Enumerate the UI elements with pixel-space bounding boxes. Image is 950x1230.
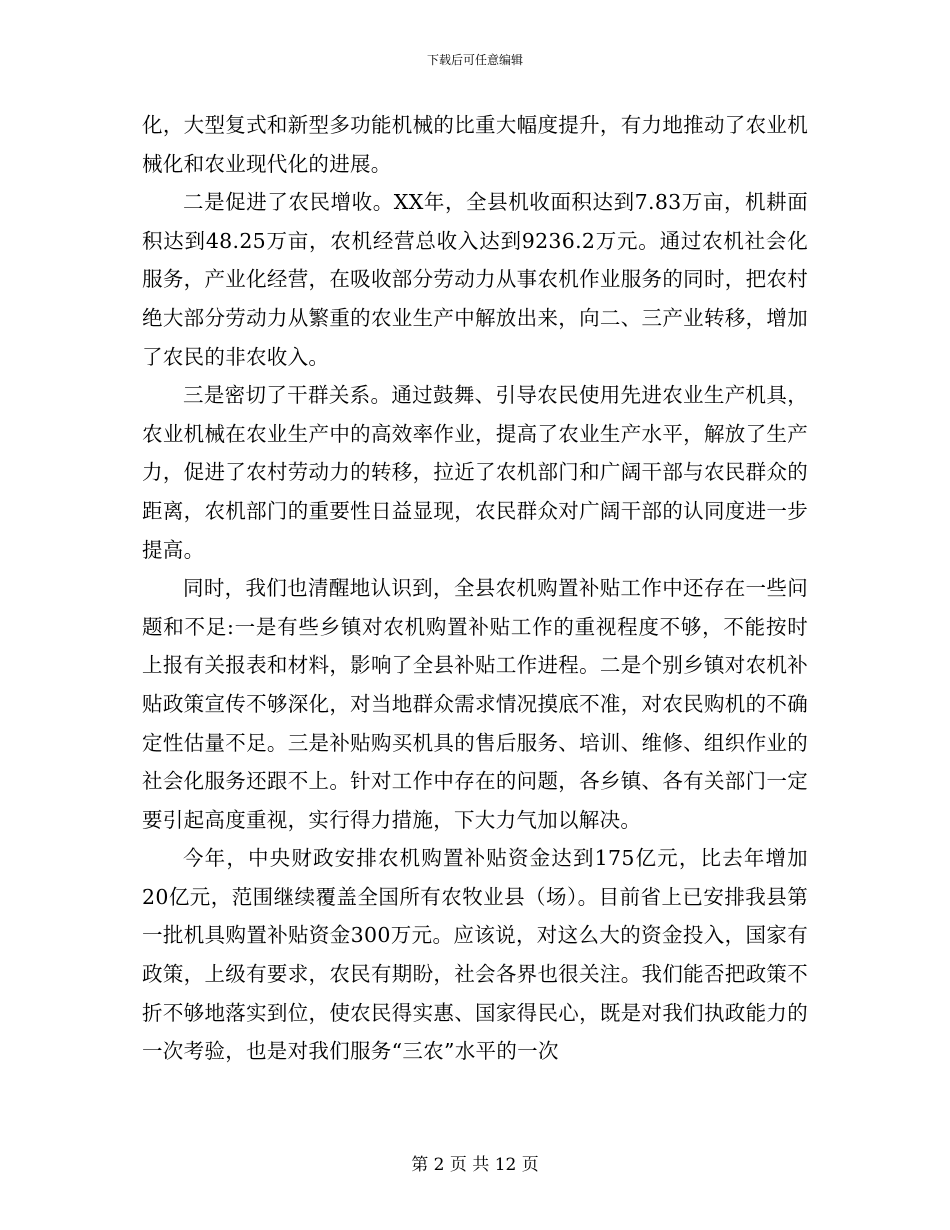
page-footer: 第 2 页 共 12 页	[411, 1155, 539, 1175]
paragraph-farmer-income: 二是促进了农民增收。XX年，全县机收面积达到7.83万亩，机耕面积达到48.25万亩，农机经营总收入达到9236.2万元。通过农机社会化服务，产业化经营，在吸收部分劳动力从事农机作业服务的同时，把农村绝大部分劳动力从繁重的农业生产中解放出来，向二、三产业转移，增加了农民的非农收入。	[142, 190, 808, 369]
document-body	[142, 106, 808, 1071]
page-header: 下载后可任意编辑	[426, 53, 523, 67]
paragraph-continuation: 化，大型复式和新型多功能机械的比重大幅度提升，有力地推动了农业机械化和农业现代化的进展。	[142, 113, 808, 176]
paragraph-cadre-relations: 三是密切了干群关系。通过鼓舞、引导农民使用先进农业生产机具，农业机械在农业生产中的高效率作业，提高了农业生产水平，解放了生产力，促进了农村劳动力的转移，拉近了农机部门和广阔干部与农民群众的距离，农机部门的重要性日益显现，农民群众对广阔干部的认同度进一步提高。	[142, 383, 808, 562]
paragraph-problems: 同时，我们也清醒地认识到，全县农机购置补贴工作中还存在一些问题和不足:一是有些乡镇对农机购置补贴工作的重视程度不够，不能按时上报有关报表和材料，影响了全县补贴工作进程。二是个别乡镇对农机补贴政策宣传不够深化，对当地群众需求情况摸底不准，对农民购机的不确定性估量不足。三是补贴购买机具的售后服务、培训、维修、组织作业的社会化服务还跟不上。针对工作中存在的问题，各乡镇、各有关部门一定要引起高度重视，实行得力措施，下大力气加以解决。	[142, 576, 808, 832]
paragraph-subsidy-funds: 今年，中央财政安排农机购置补贴资金达到175亿元，比去年增加20亿元，范围继续覆盖全国所有农牧业县（场）。目前省上已安排我县第一批机具购置补贴资金300万元。应该说，对这么大的资金投入，国家有政策，上级有要求，农民有期盼，社会各界也很关注。我们能否把政策不折不够地落实到位，使农民得实惠、国家得民心，既是对我们执政能力的一次考验，也是对我们服务“三农”水平的一次	[142, 846, 808, 1064]
